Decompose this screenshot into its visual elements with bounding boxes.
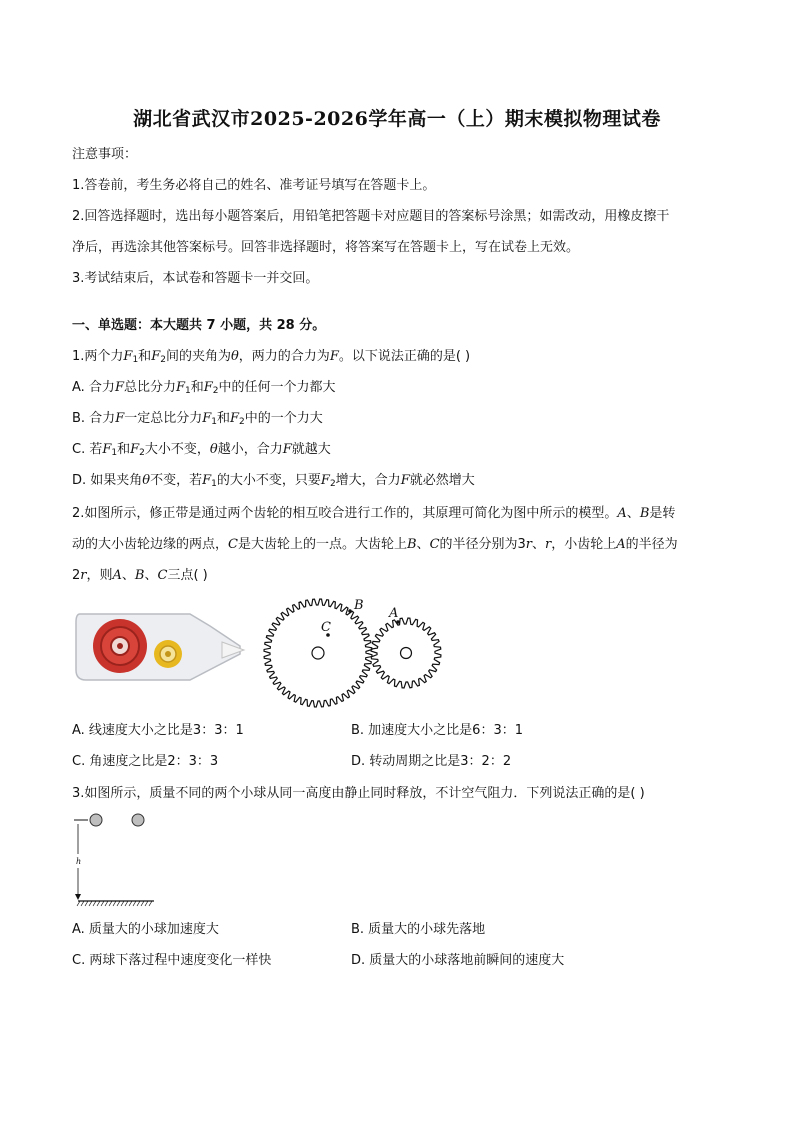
q2-stem-line-1: 2.如图所示，修正带是通过两个齿轮的相互咬合进行工作的，其原理可简化为图中所示的模型。A、B是转 (72, 506, 676, 521)
page-title: 湖北省武汉市2025-2026学年高一（上）期末模拟物理试卷 (133, 108, 661, 130)
ground-hatching (77, 901, 152, 906)
correction-tape-photo (72, 600, 247, 688)
small-gear-axle (401, 648, 412, 659)
notice-item-2: 2.回答选择题时，选出每小题答案后，用铅笔把答题卡对应题目的答案标号涂黑；如需改动，用橡皮擦干 (72, 209, 670, 224)
q2-option-a: A. 线速度大小之比是3：3：1 (72, 723, 244, 738)
label-c: C (321, 620, 331, 635)
notice-item-2-cont: 净后，再选涂其他答案标号。回答非选择题时，将答案写在答题卡上，写在试卷上无效。 (72, 240, 580, 255)
ball-left (90, 814, 102, 826)
falling-balls-diagram (70, 810, 160, 910)
label-a: A (389, 606, 399, 621)
q3-option-a: A. 质量大的小球加速度大 (72, 922, 219, 937)
large-gear (264, 599, 372, 707)
small-gear (371, 618, 441, 688)
q1-option-b: B. 合力F一定总比分力$F_1$和$F_2$中的一个力大 (72, 411, 323, 427)
notice-heading: 注意事项： (72, 147, 138, 162)
q2-stem-line-3: 2r，则A、B、C三点( ) (72, 568, 208, 583)
height-label: h (76, 857, 82, 866)
ball-right (132, 814, 144, 826)
q1-stem: 1.两个力$F_1$和$F_2$间的夹角为θ，两力的合力为F。以下说法正确的是( ) (72, 349, 471, 365)
q1-option-c: C. 若$F_1$和$F_2$大小不变，θ越小，合力F就越大 (72, 442, 331, 458)
q3-option-d: D. 质量大的小球落地前瞬间的速度大 (351, 953, 565, 968)
q1-option-a: A. 合力F总比分力$F_1$和$F_2$中的任何一个力都大 (72, 380, 336, 396)
large-gear-axle (312, 647, 324, 659)
notice-item-1: 1.答卷前，考生务必将自己的姓名、准考证号填写在答题卡上。 (72, 178, 436, 193)
q2-option-d: D. 转动周期之比是3：2：2 (351, 754, 512, 769)
q2-option-b: B. 加速度大小之比是6：3：1 (351, 723, 523, 738)
q2-option-c: C. 角速度之比是2：3：3 (72, 754, 219, 769)
q3-option-c: C. 两球下落过程中速度变化一样快 (72, 953, 272, 968)
label-b: B (354, 598, 364, 613)
q2-stem-line-2: 动的大小齿轮边缘的两点，C是大齿轮上的一点。大齿轮上B、C的半径分别为3r、r，小齿轮上A的半径为 (72, 537, 678, 552)
gear-diagram (258, 595, 448, 710)
point-b-dot (348, 609, 352, 613)
notice-item-3: 3.考试结束后，本试卷和答题卡一并交回。 (72, 271, 319, 286)
q1-option-d: D. 如果夹角θ不变，若$F_1$的大小不变，只要$F_2$增大，合力F就必然增大 (72, 473, 475, 489)
section-heading: 一、单选题：本大题共 7 小题，共 28 分。 (72, 318, 326, 333)
q3-option-b: B. 质量大的小球先落地 (351, 922, 486, 937)
q3-stem: 3.如图所示，质量不同的两个小球从同一高度由静止同时释放，不计空气阻力．下列说法正确的是( ) (72, 786, 645, 801)
